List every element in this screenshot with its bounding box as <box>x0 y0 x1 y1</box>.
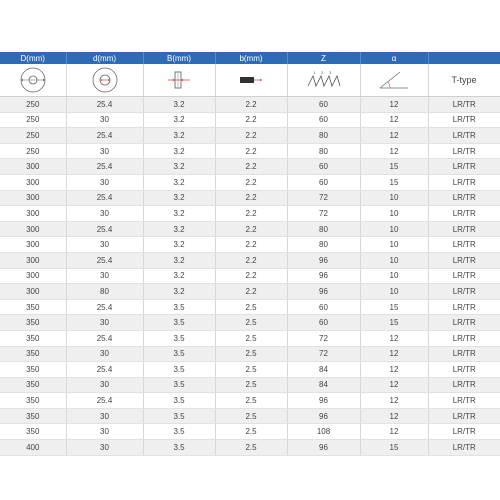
cell-bore-diameter: 25.4 <box>66 252 143 268</box>
cell-plate-thickness: 2.5 <box>215 315 287 331</box>
table-row <box>0 174 500 190</box>
cell-bore-diameter: 25.4 <box>66 299 143 315</box>
cell-outer-diameter: 300 <box>0 206 66 222</box>
cell-tooth-count: 60 <box>287 112 360 128</box>
header-outer-diameter: D(mm) <box>0 52 66 64</box>
table-row <box>0 330 500 346</box>
cell-outer-diameter: 350 <box>0 330 66 346</box>
cell-outer-diameter: 350 <box>0 299 66 315</box>
cell-bore-diameter: 30 <box>66 315 143 331</box>
cell-plate-thickness: 2.2 <box>215 143 287 159</box>
cell-type: LR/TR <box>428 190 500 206</box>
cell-tooth-angle: 12 <box>360 408 428 424</box>
cell-tooth-angle: 10 <box>360 206 428 222</box>
tooth-angle-cell <box>360 64 428 97</box>
cell-outer-diameter: 300 <box>0 268 66 284</box>
cell-type: LR/TR <box>428 377 500 393</box>
cell-tooth-count: 80 <box>287 128 360 144</box>
cell-type: LR/TR <box>428 424 500 440</box>
cell-tooth-angle: 10 <box>360 190 428 206</box>
cell-type: LR/TR <box>428 268 500 284</box>
cell-outer-diameter: 300 <box>0 221 66 237</box>
cell-plate-thickness: 2.5 <box>215 424 287 440</box>
cell-type: LR/TR <box>428 346 500 362</box>
table-row <box>0 299 500 315</box>
bore-diameter-icon <box>88 66 122 94</box>
cell-type: LR/TR <box>428 299 500 315</box>
cell-tooth-count: 60 <box>287 174 360 190</box>
table-row <box>0 284 500 300</box>
cell-type: LR/TR <box>428 362 500 378</box>
table-row <box>0 128 500 144</box>
cell-tooth-count: 96 <box>287 440 360 456</box>
cell-tooth-angle: 12 <box>360 330 428 346</box>
cell-type: LR/TR <box>428 112 500 128</box>
cell-outer-diameter: 350 <box>0 362 66 378</box>
cell-bore-diameter: 30 <box>66 143 143 159</box>
cell-tooth-angle: 10 <box>360 237 428 253</box>
table-row <box>0 237 500 253</box>
cell-bore-diameter: 30 <box>66 408 143 424</box>
cell-plate-thickness: 2.5 <box>215 299 287 315</box>
cell-bore-diameter: 25.4 <box>66 159 143 175</box>
cell-plate-thickness: 2.5 <box>215 362 287 378</box>
cell-tooth-angle: 12 <box>360 128 428 144</box>
cell-bore-diameter: 30 <box>66 174 143 190</box>
icon-row <box>0 64 500 97</box>
cell-tooth-angle: 15 <box>360 315 428 331</box>
cell-type: LR/TR <box>428 206 500 222</box>
cell-plate-thickness: 2.5 <box>215 346 287 362</box>
cell-tooth-angle: 12 <box>360 393 428 409</box>
cell-plate-thickness: 2.5 <box>215 393 287 409</box>
svg-text:2: 2 <box>320 70 323 75</box>
cell-tooth-count: 96 <box>287 252 360 268</box>
cell-kerf-width: 3.2 <box>143 112 215 128</box>
cell-kerf-width: 3.2 <box>143 252 215 268</box>
cell-tooth-angle: 10 <box>360 252 428 268</box>
header-tooth-count: Z <box>287 52 360 64</box>
kerf-width-cell <box>143 64 215 97</box>
table-row <box>0 190 500 206</box>
outer-diameter-cell <box>0 64 66 97</box>
cell-tooth-count: 96 <box>287 284 360 300</box>
cell-plate-thickness: 2.2 <box>215 174 287 190</box>
cell-bore-diameter: 25.4 <box>66 393 143 409</box>
header-bore-diameter: d(mm) <box>66 52 143 64</box>
cell-plate-thickness: 2.2 <box>215 190 287 206</box>
kerf-width-icon <box>164 66 194 94</box>
outer-diameter-icon <box>16 66 50 94</box>
cell-tooth-count: 60 <box>287 315 360 331</box>
cell-plate-thickness: 2.2 <box>215 206 287 222</box>
cell-type: LR/TR <box>428 330 500 346</box>
cell-type: LR/TR <box>428 128 500 144</box>
cell-kerf-width: 3.2 <box>143 159 215 175</box>
cell-bore-diameter: 25.4 <box>66 362 143 378</box>
cell-type: LR/TR <box>428 97 500 113</box>
cell-kerf-width: 3.2 <box>143 284 215 300</box>
table-row <box>0 440 500 456</box>
cell-tooth-angle: 10 <box>360 284 428 300</box>
cell-tooth-angle: 12 <box>360 97 428 113</box>
plate-thickness-cell <box>215 64 287 97</box>
table-row <box>0 377 500 393</box>
cell-kerf-width: 3.5 <box>143 346 215 362</box>
cell-tooth-angle: 15 <box>360 299 428 315</box>
tooth-count-cell <box>287 64 360 97</box>
table-row <box>0 97 500 113</box>
cell-bore-diameter: 25.4 <box>66 330 143 346</box>
cell-tooth-count: 80 <box>287 221 360 237</box>
cell-tooth-angle: 15 <box>360 440 428 456</box>
cell-outer-diameter: 400 <box>0 440 66 456</box>
cell-outer-diameter: 300 <box>0 237 66 253</box>
cell-type: LR/TR <box>428 315 500 331</box>
cell-outer-diameter: 300 <box>0 174 66 190</box>
header-tooth-angle: α <box>360 52 428 64</box>
cell-kerf-width: 3.5 <box>143 377 215 393</box>
cell-tooth-count: 96 <box>287 408 360 424</box>
cell-kerf-width: 3.2 <box>143 268 215 284</box>
cell-plate-thickness: 2.5 <box>215 408 287 424</box>
cell-outer-diameter: 250 <box>0 143 66 159</box>
cell-tooth-count: 60 <box>287 299 360 315</box>
tooth-angle-icon <box>376 66 412 94</box>
cell-type: LR/TR <box>428 221 500 237</box>
cell-type: LR/TR <box>428 237 500 253</box>
cell-plate-thickness: 2.2 <box>215 284 287 300</box>
cell-type: LR/TR <box>428 143 500 159</box>
cell-outer-diameter: 300 <box>0 284 66 300</box>
cell-kerf-width: 3.5 <box>143 362 215 378</box>
cell-outer-diameter: 350 <box>0 377 66 393</box>
cell-plate-thickness: 2.2 <box>215 97 287 113</box>
header-row <box>0 52 500 64</box>
cell-bore-diameter: 30 <box>66 346 143 362</box>
cell-kerf-width: 3.2 <box>143 206 215 222</box>
cell-outer-diameter: 350 <box>0 315 66 331</box>
type-label-cell: T-type <box>428 64 500 97</box>
cell-bore-diameter: 25.4 <box>66 190 143 206</box>
cell-plate-thickness: 2.2 <box>215 128 287 144</box>
cell-tooth-angle: 12 <box>360 346 428 362</box>
cell-tooth-count: 60 <box>287 97 360 113</box>
cell-type: LR/TR <box>428 440 500 456</box>
cell-plate-thickness: 2.2 <box>215 221 287 237</box>
cell-outer-diameter: 250 <box>0 112 66 128</box>
header-kerf-width: B(mm) <box>143 52 215 64</box>
cell-bore-diameter: 25.4 <box>66 128 143 144</box>
cell-kerf-width: 3.5 <box>143 424 215 440</box>
cell-plate-thickness: 2.2 <box>215 237 287 253</box>
table-row <box>0 143 500 159</box>
table-row <box>0 252 500 268</box>
cell-plate-thickness: 2.2 <box>215 252 287 268</box>
cell-outer-diameter: 250 <box>0 97 66 113</box>
cell-type: LR/TR <box>428 393 500 409</box>
cell-bore-diameter: 30 <box>66 112 143 128</box>
cell-tooth-count: 72 <box>287 330 360 346</box>
cell-bore-diameter: 25.4 <box>66 221 143 237</box>
cell-tooth-count: 80 <box>287 143 360 159</box>
cell-tooth-count: 80 <box>287 237 360 253</box>
cell-kerf-width: 3.5 <box>143 440 215 456</box>
cell-bore-diameter: 30 <box>66 424 143 440</box>
cell-type: LR/TR <box>428 159 500 175</box>
cell-tooth-count: 96 <box>287 268 360 284</box>
table-row <box>0 268 500 284</box>
cell-tooth-count: 72 <box>287 190 360 206</box>
cell-tooth-count: 72 <box>287 206 360 222</box>
cell-tooth-angle: 10 <box>360 221 428 237</box>
cell-kerf-width: 3.2 <box>143 128 215 144</box>
plate-thickness-icon <box>236 66 266 94</box>
cell-type: LR/TR <box>428 174 500 190</box>
table-row <box>0 346 500 362</box>
cell-bore-diameter: 30 <box>66 440 143 456</box>
cell-plate-thickness: 2.2 <box>215 159 287 175</box>
table-row <box>0 315 500 331</box>
table-row <box>0 408 500 424</box>
cell-kerf-width: 3.2 <box>143 221 215 237</box>
cell-bore-diameter: 30 <box>66 268 143 284</box>
cell-bore-diameter: 80 <box>66 284 143 300</box>
cell-outer-diameter: 350 <box>0 393 66 409</box>
cell-type: LR/TR <box>428 408 500 424</box>
cell-bore-diameter: 30 <box>66 237 143 253</box>
cell-outer-diameter: 350 <box>0 346 66 362</box>
spec-rows <box>0 97 500 456</box>
cell-outer-diameter: 250 <box>0 128 66 144</box>
cell-tooth-count: 84 <box>287 377 360 393</box>
tooth-count-icon <box>304 66 344 94</box>
svg-text:3: 3 <box>328 70 331 75</box>
cell-tooth-angle: 12 <box>360 377 428 393</box>
table-row <box>0 362 500 378</box>
cell-tooth-angle: 12 <box>360 112 428 128</box>
cell-outer-diameter: 300 <box>0 159 66 175</box>
table-row <box>0 112 500 128</box>
cell-type: LR/TR <box>428 284 500 300</box>
cell-tooth-count: 96 <box>287 393 360 409</box>
cell-kerf-width: 3.5 <box>143 299 215 315</box>
header-plate-thickness: b(mm) <box>215 52 287 64</box>
cell-tooth-angle: 12 <box>360 143 428 159</box>
cell-outer-diameter: 300 <box>0 190 66 206</box>
cell-kerf-width: 3.2 <box>143 190 215 206</box>
cell-tooth-count: 84 <box>287 362 360 378</box>
table-row <box>0 221 500 237</box>
bore-diameter-cell <box>66 64 143 97</box>
cell-tooth-angle: 15 <box>360 174 428 190</box>
cell-plate-thickness: 2.2 <box>215 112 287 128</box>
cell-tooth-angle: 15 <box>360 159 428 175</box>
cell-kerf-width: 3.2 <box>143 97 215 113</box>
cell-kerf-width: 3.5 <box>143 393 215 409</box>
cell-plate-thickness: 2.2 <box>215 268 287 284</box>
table-row <box>0 159 500 175</box>
cell-tooth-count: 72 <box>287 346 360 362</box>
saw-blade-spec-table <box>0 52 500 456</box>
cell-tooth-angle: 12 <box>360 362 428 378</box>
cell-tooth-count: 108 <box>287 424 360 440</box>
cell-outer-diameter: 300 <box>0 252 66 268</box>
cell-outer-diameter: 350 <box>0 424 66 440</box>
spec-table-container <box>0 52 500 456</box>
cell-plate-thickness: 2.5 <box>215 330 287 346</box>
table-row <box>0 393 500 409</box>
cell-outer-diameter: 350 <box>0 408 66 424</box>
table-row <box>0 206 500 222</box>
cell-kerf-width: 3.5 <box>143 330 215 346</box>
cell-tooth-angle: 12 <box>360 424 428 440</box>
cell-plate-thickness: 2.5 <box>215 440 287 456</box>
svg-text:1: 1 <box>312 70 315 75</box>
cell-kerf-width: 3.5 <box>143 315 215 331</box>
cell-bore-diameter: 30 <box>66 377 143 393</box>
cell-type: LR/TR <box>428 252 500 268</box>
cell-plate-thickness: 2.5 <box>215 377 287 393</box>
cell-bore-diameter: 25.4 <box>66 97 143 113</box>
table-row <box>0 424 500 440</box>
header-type <box>428 52 500 64</box>
cell-tooth-angle: 10 <box>360 268 428 284</box>
cell-kerf-width: 3.2 <box>143 237 215 253</box>
cell-tooth-count: 60 <box>287 159 360 175</box>
cell-kerf-width: 3.2 <box>143 174 215 190</box>
cell-kerf-width: 3.5 <box>143 408 215 424</box>
cell-bore-diameter: 30 <box>66 206 143 222</box>
cell-kerf-width: 3.2 <box>143 143 215 159</box>
